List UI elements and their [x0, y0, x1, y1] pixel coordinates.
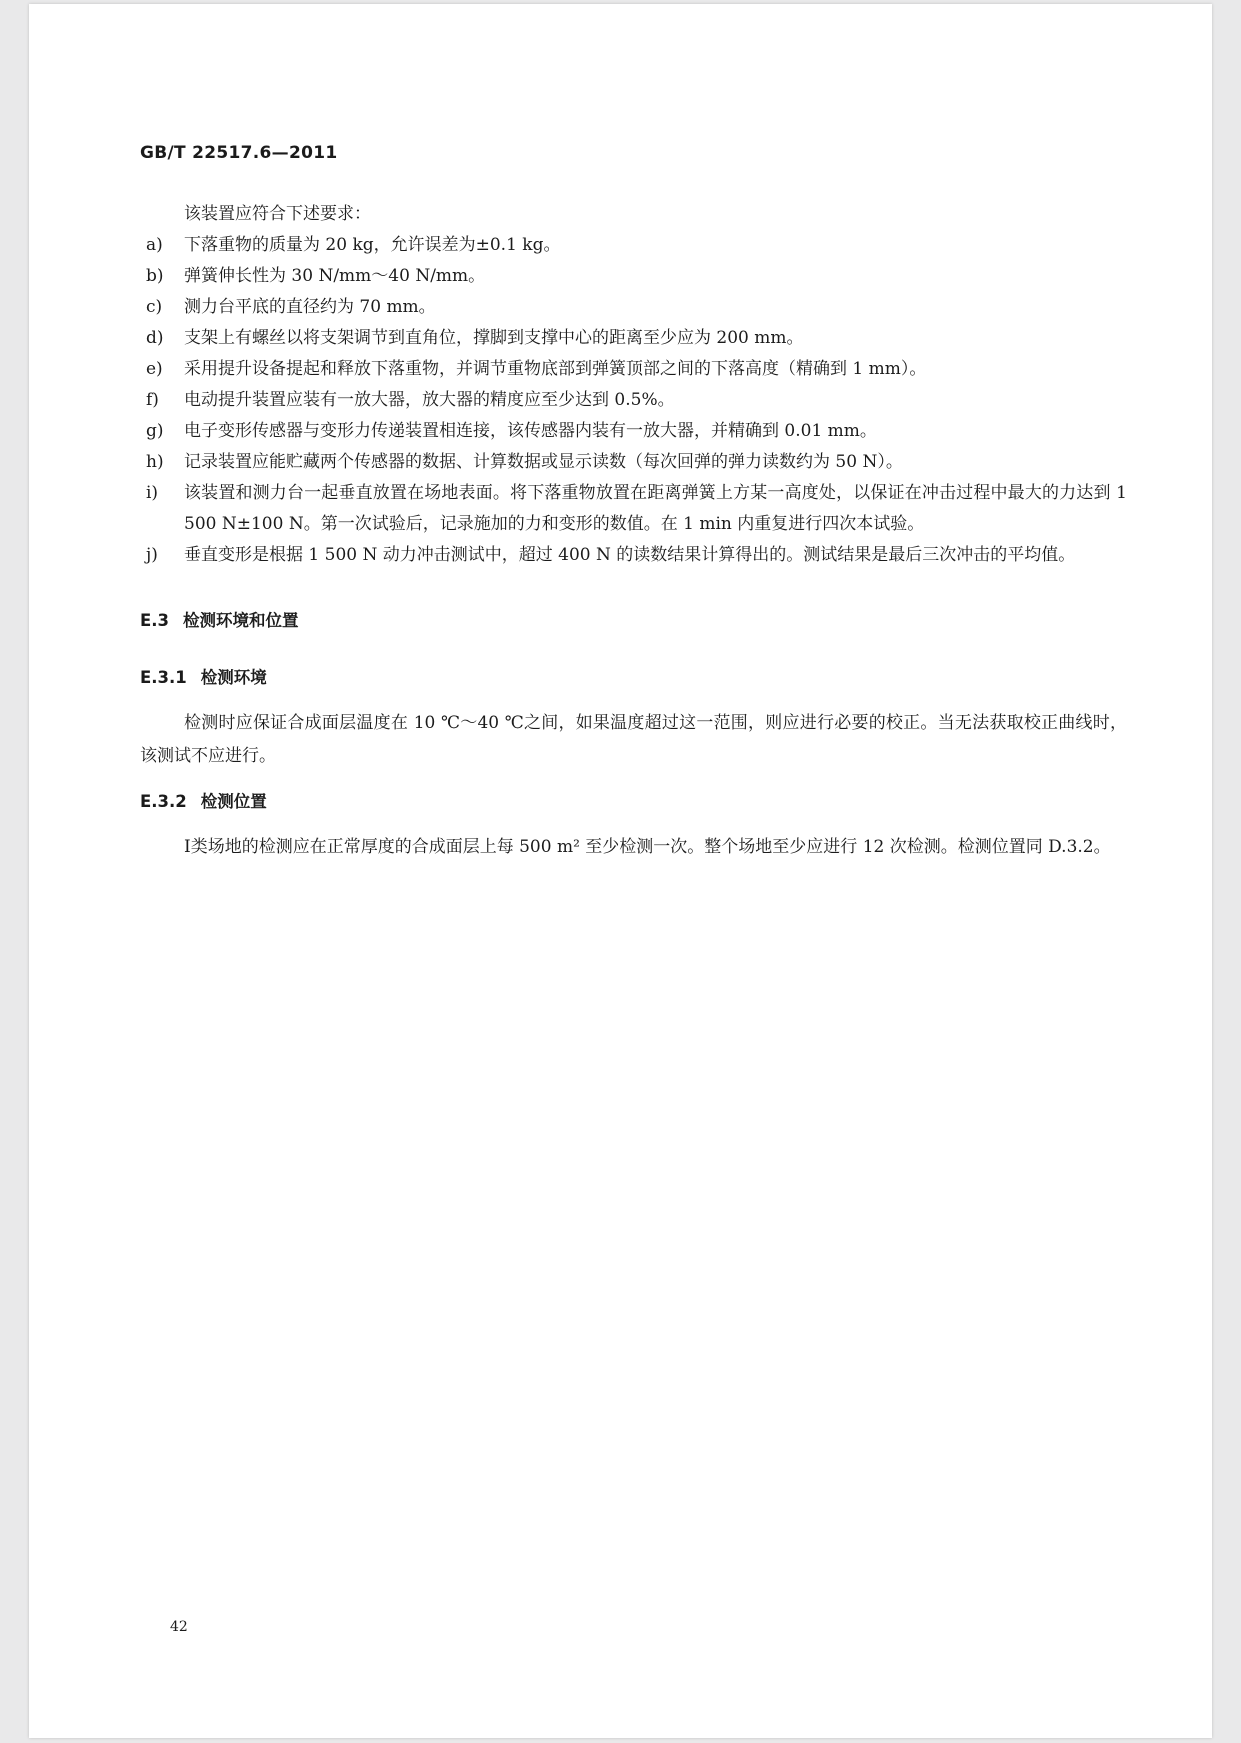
section-title: 检测环境 [200, 668, 267, 687]
requirement-text: 该装置和测力台一起垂直放置在场地表面。将下落重物放置在距离弹簧上方某一高度处，以保证在冲击过程中最大的力达到 1 500 N±100 N。第一次试验后，记录施加的力和变形的数值。在 1 min 内重复进行四次本试验。 [184, 483, 1127, 534]
section-e32-heading [140, 788, 1127, 812]
requirement-text: 记录装置应能贮藏两个传感器的数据、计算数据或显示读数（每次回弹的弹力读数约为 50 N）。 [184, 452, 903, 472]
requirement-text: 电子变形传感器与变形力传递装置相连接，该传感器内装有一放大器，并精确到 0.01 mm。 [184, 421, 877, 441]
page-content [140, 199, 1127, 864]
section-e31-body: 检测时应保证合成面层温度在 10 ℃～40 ℃之间，如果温度超过这一范围，则应进行必要的校正。当无法获取校正曲线时，该测试不应进行。 [140, 713, 1127, 766]
requirement-item [140, 292, 1127, 323]
section-e32-body: Ⅰ类场地的检测应在正常厚度的合成面层上每 500 m² 至少检测一次。整个场地至少应进行 12 次检测。检测位置同 D.3.2。 [184, 837, 1111, 857]
requirement-item [140, 540, 1127, 571]
requirement-marker: a) [146, 235, 163, 255]
requirement-item [140, 354, 1127, 385]
requirement-item [140, 416, 1127, 447]
page-number: 42 [170, 1619, 188, 1635]
section-e31-heading [140, 664, 1127, 688]
requirement-text: 垂直变形是根据 1 500 N 动力冲击测试中，超过 400 N 的读数结果计算得出的。测试结果是最后三次冲击的平均值。 [184, 545, 1076, 565]
section-title: 检测位置 [200, 792, 267, 811]
requirement-marker: f) [146, 390, 159, 410]
requirement-marker: c) [146, 297, 163, 317]
section-title: 检测环境和位置 [183, 611, 299, 630]
section-e3-heading [140, 607, 1127, 631]
requirement-marker: b) [146, 266, 164, 286]
requirement-text: 采用提升设备提起和释放下落重物，并调节重物底部到弹簧顶部之间的下落高度（精确到 1 mm）。 [184, 359, 927, 379]
requirement-text: 测力台平底的直径约为 70 mm。 [184, 297, 436, 317]
requirement-marker: i) [146, 483, 159, 503]
requirement-item [140, 230, 1127, 261]
requirement-item [140, 261, 1127, 292]
requirement-marker: e) [146, 359, 163, 379]
section-number: E.3.2 [140, 792, 187, 811]
requirement-marker: j) [146, 545, 158, 565]
section-number: E.3 [140, 611, 170, 630]
requirement-item [140, 447, 1127, 478]
standard-code: GB/T 22517.6—2011 [140, 143, 338, 163]
requirement-text: 电动提升装置应装有一放大器，放大器的精度应至少达到 0.5%。 [184, 390, 675, 410]
requirements-list [140, 230, 1127, 571]
intro-text: 该装置应符合下述要求： [184, 204, 371, 224]
section-number: E.3.1 [140, 668, 187, 687]
requirement-item [140, 385, 1127, 416]
requirement-text: 支架上有螺丝以将支架调节到直角位，撑脚到支撑中心的距离至少应为 200 mm。 [184, 328, 804, 348]
requirement-text: 下落重物的质量为 20 kg，允许误差为±0.1 kg。 [184, 235, 561, 255]
requirement-item [140, 323, 1127, 354]
requirement-marker: g) [146, 421, 164, 441]
document-page [29, 4, 1212, 1738]
requirement-marker: h) [146, 452, 164, 472]
requirement-text: 弹簧伸长性为 30 N/mm～40 N/mm。 [184, 266, 486, 286]
requirement-item [140, 478, 1127, 540]
requirement-marker: d) [146, 328, 164, 348]
